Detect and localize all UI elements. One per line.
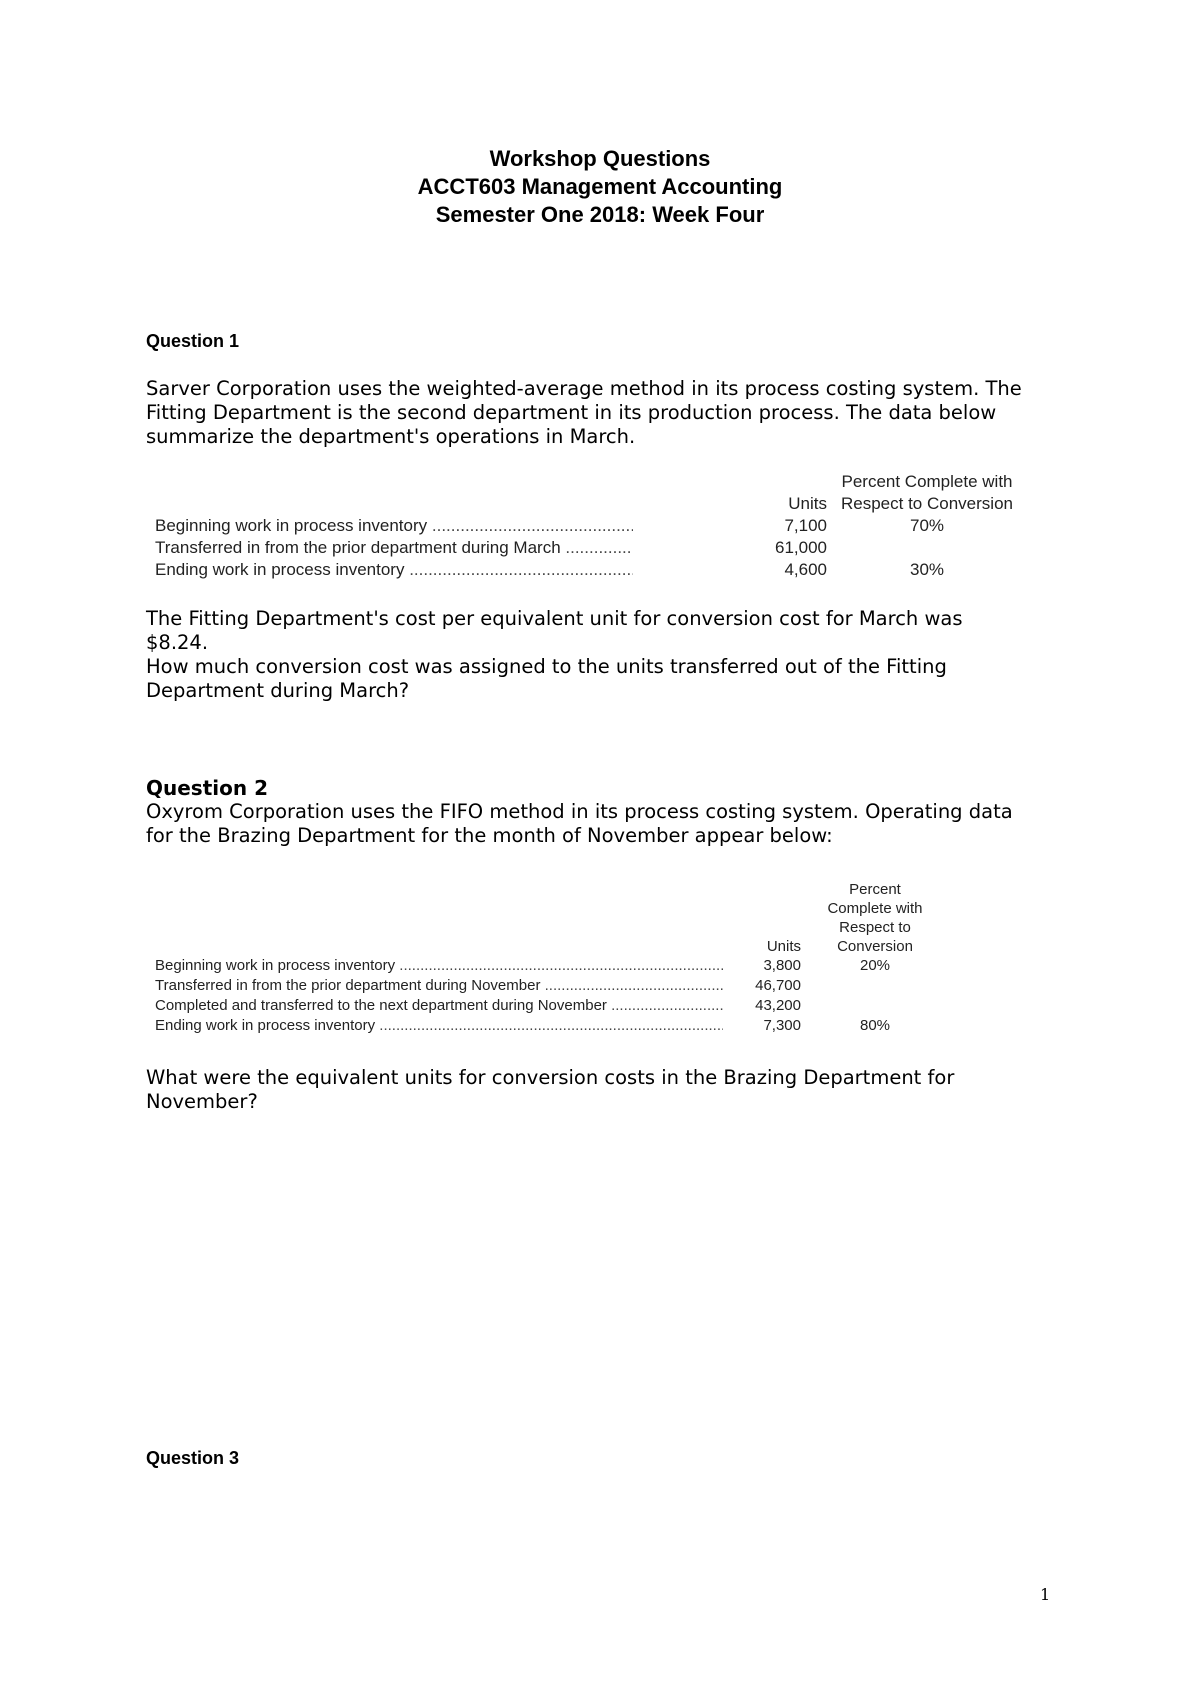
q1-prompt-line: How much conversion cost was assigned to the units transferred out of the Fitting: [146, 655, 947, 678]
row-units: 61,000: [775, 538, 827, 557]
table-header-pct: Respect to Conversion: [841, 494, 1013, 513]
row-label: Transferred in from the prior department during November .....: [155, 977, 723, 994]
q2-prompt-line: November?: [146, 1090, 258, 1113]
table-row: [155, 957, 955, 977]
document-header: [0, 145, 1200, 229]
row-pct: 70%: [909, 516, 945, 535]
table-header-pct: Conversion: [837, 938, 913, 955]
page-number: 1: [1040, 1585, 1051, 1604]
table-row: [155, 997, 955, 1017]
q2-intro-line: for the Brazing Department for the month of November appear below:: [146, 824, 833, 847]
table-row: [155, 560, 955, 582]
row-pct: 80%: [859, 1017, 891, 1034]
table-header-units: Units: [788, 494, 827, 513]
question-2-table: [155, 880, 955, 1040]
header-semester: Semester One 2018: Week Four: [435, 202, 765, 227]
table-row: [155, 516, 955, 538]
row-units: 7,300: [763, 1017, 801, 1034]
q1-prompt-line: $8.24.: [146, 631, 209, 654]
q1-prompt-line: The Fitting Department's cost per equivalent unit for conversion cost for March was: [146, 607, 963, 630]
q1-intro-line: Sarver Corporation uses the weighted-average method in its process costing system. The: [146, 377, 1022, 400]
table-header-units: Units: [766, 938, 801, 955]
table-row: [155, 1017, 955, 1037]
row-label: Ending work in process inventory .....: [155, 1017, 723, 1034]
row-pct: 20%: [859, 957, 891, 974]
row-label: Completed and transferred to the next department during November .....: [155, 997, 723, 1014]
q1-prompt-line: Department during March?: [146, 679, 410, 702]
row-label: Ending work in process inventory .....: [155, 560, 633, 580]
row-units: 7,100: [784, 516, 827, 535]
question-1-table: [155, 472, 1013, 582]
row-units: 4,600: [784, 560, 827, 579]
table-header-pct: Respect to: [839, 919, 911, 936]
table-header-pct: Complete with: [827, 900, 923, 917]
q2-prompt-line: What were the equivalent units for conversion costs in the Brazing Department for: [146, 1066, 955, 1089]
question-2-heading: Question 2: [146, 776, 268, 800]
row-label: Beginning work in process inventory .....: [155, 957, 723, 974]
table-header-pct: Percent Complete with: [841, 472, 1013, 491]
q1-intro-line: summarize the department's operations in March.: [146, 425, 636, 448]
row-label: Beginning work in process inventory .....: [155, 516, 633, 536]
table-row: [155, 538, 955, 560]
row-units: 43,200: [755, 997, 801, 1014]
header-title: Workshop Questions: [489, 146, 711, 171]
question-2-prompt: [146, 1066, 1076, 1114]
row-units: 3,800: [763, 957, 801, 974]
table-row: [155, 977, 955, 997]
question-1-heading: Question 1: [146, 331, 240, 351]
question-1-prompt: [146, 607, 1076, 703]
row-label: Transferred in from the prior department during March .....: [155, 538, 633, 558]
header-course: ACCT603 Management Accounting: [417, 174, 783, 199]
question-1-intro: [146, 377, 1076, 449]
question-3-heading: Question 3: [146, 1448, 240, 1468]
q1-intro-line: Fitting Department is the second department in its production process. The data below: [146, 401, 997, 424]
question-2-intro: [146, 800, 1076, 848]
table-header-pct: Percent: [849, 881, 901, 898]
q2-intro-line: Oxyrom Corporation uses the FIFO method in its process costing system. Operating data: [146, 800, 1013, 823]
row-pct: 30%: [909, 560, 945, 579]
row-units: 46,700: [755, 977, 801, 994]
